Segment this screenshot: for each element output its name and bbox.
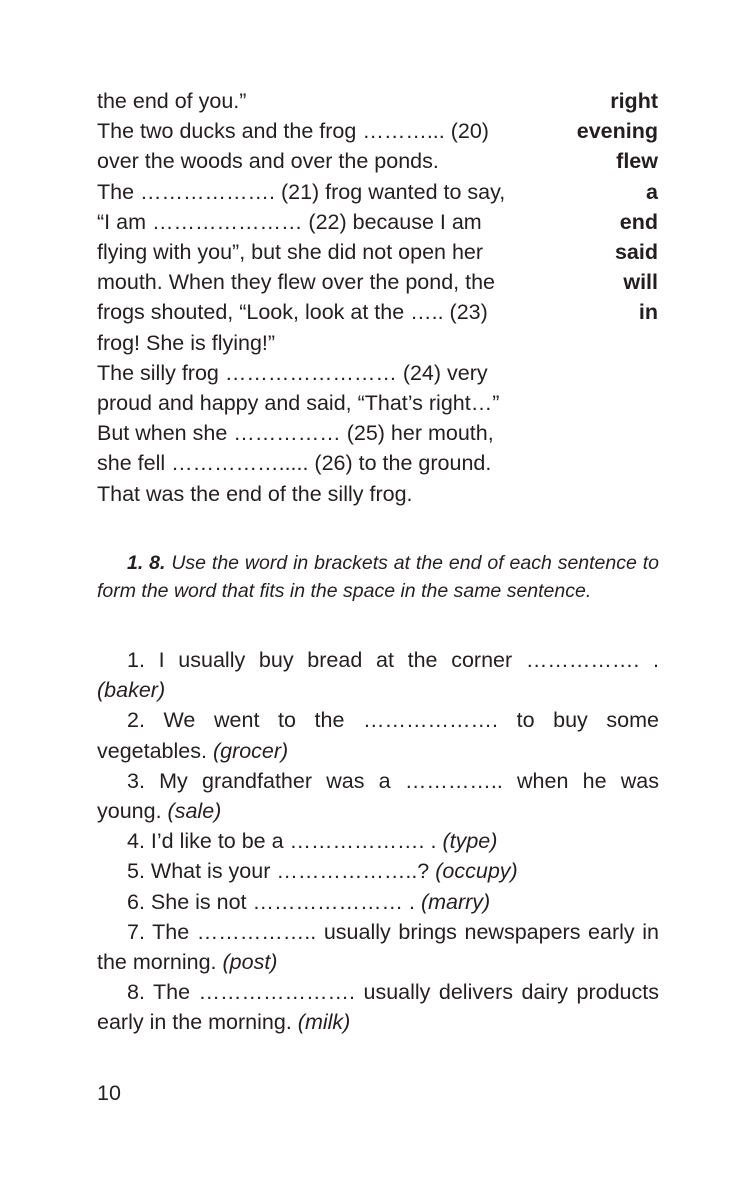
exercise-item — [97, 977, 659, 1037]
exercise-hint: (occupy) — [435, 859, 518, 884]
story-line: The ………………. (21) frog wanted to say, — [97, 179, 506, 204]
exercise-sentence: 3. My grandfather was a ………….. when he was young. — [97, 768, 659, 824]
story-line: mouth. When they flew over the pond, the — [97, 270, 495, 295]
exercise-item — [97, 856, 659, 886]
story-line: proud and happy and said, “That’s right…” — [97, 391, 500, 416]
exercise-hint: (sale) — [167, 799, 222, 824]
exercise-list — [97, 645, 659, 1038]
exercise-item — [97, 887, 659, 917]
exercise-sentence: 4. I’d like to be a ………………. . — [127, 829, 437, 854]
word-bank-item: flew — [616, 149, 658, 174]
exercise-item — [97, 766, 659, 826]
exercise-item — [97, 645, 659, 705]
task-instruction-text: Use the word in brackets at the end of each sentence to form the word that fits in the space in the same sentence. — [97, 552, 659, 602]
story-line: over the woods and over the ponds. — [97, 149, 439, 174]
word-bank-item: evening — [576, 119, 658, 144]
exercise-hint: (marry) — [420, 889, 491, 914]
exercise-sentence: 7. The …………….. usually brings newspapers early in the morning. — [97, 919, 659, 975]
exercise-sentence: 1. I usually buy bread at the corner ……………. . — [127, 648, 659, 672]
exercise-item — [97, 705, 659, 765]
story-line: she fell ……………..... (26) to the ground. — [97, 451, 492, 476]
story-line: That was the end of the silly frog. — [97, 481, 413, 506]
story-line: “I am ………………… (22) because I am — [97, 209, 482, 234]
story-line: frogs shouted, “Look, look at the ….. (23) — [97, 300, 488, 325]
story-line: The two ducks and the frog ………... (20) — [97, 119, 489, 144]
exercise-hint: (milk) — [297, 1010, 351, 1035]
exercise-hint: (grocer) — [212, 738, 289, 763]
exercise-hint: (post) — [222, 950, 278, 975]
story-line: the end of you.” — [97, 89, 247, 113]
exercise-item — [97, 826, 659, 856]
story-line: frog! She is flying!” — [97, 330, 276, 355]
word-bank-item: a — [646, 179, 658, 204]
exercise-sentence: 2. We went to the ………………. to buy some vegetables. — [97, 708, 659, 763]
exercise-hint: (type) — [442, 829, 498, 854]
word-bank-item: end — [619, 209, 658, 234]
page-number: 10 — [97, 1081, 121, 1105]
exercise-sentence: 5. What is your ………………..? — [127, 859, 430, 884]
exercise-sentence: 6. She is not ………………… . — [127, 889, 415, 914]
word-bank-item: will — [623, 270, 658, 295]
exercise-hint: (baker) — [97, 678, 166, 703]
word-bank-item: in — [638, 300, 658, 325]
story-line: The silly frog …………………… (24) very — [97, 360, 488, 385]
exercise-sentence: 8. The …………………. usually delivers dairy products early in the morning. — [97, 980, 659, 1035]
word-bank-item: right — [610, 89, 658, 113]
exercise-item — [97, 917, 659, 977]
task-instruction — [97, 550, 659, 605]
story-line: But when she …………… (25) her mouth, — [97, 421, 494, 446]
word-bank — [560, 86, 658, 328]
word-bank-item: said — [614, 240, 658, 265]
task-number: 1. 8. — [127, 552, 166, 574]
story-text — [97, 86, 577, 509]
story-line: flying with you”, but she did not open her — [97, 240, 484, 265]
